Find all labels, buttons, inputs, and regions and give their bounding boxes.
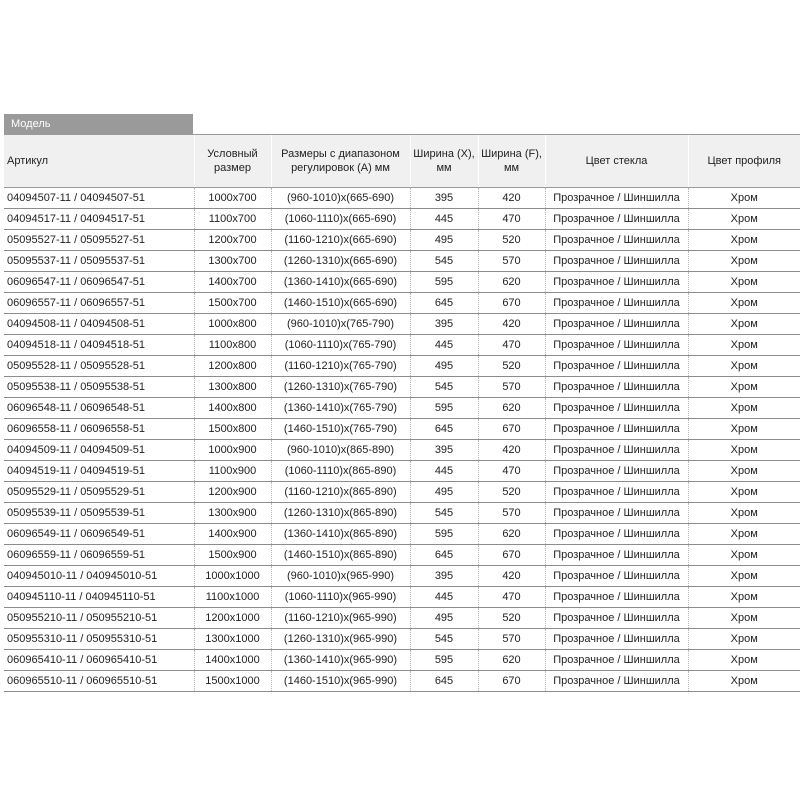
col-header-article: Артикул: [4, 135, 194, 188]
cell-adjustment-range: (1460-1510)x(965-990): [271, 671, 410, 692]
cell-width-f: 420: [478, 314, 545, 335]
cell-width-f: 570: [478, 251, 545, 272]
cell-width-x: 495: [410, 608, 478, 629]
cell-article: 06096548-11 / 06096548-51: [4, 398, 194, 419]
cell-article: 04094517-11 / 04094517-51: [4, 209, 194, 230]
cell-nominal-size: 1200x900: [194, 482, 271, 503]
spec-sheet: [4, 114, 800, 692]
cell-profile-color: Хром: [688, 377, 800, 398]
cell-profile-color: Хром: [688, 608, 800, 629]
cell-width-x: 545: [410, 629, 478, 650]
cell-width-f: 420: [478, 566, 545, 587]
cell-adjustment-range: (1460-1510)x(765-790): [271, 419, 410, 440]
cell-nominal-size: 1100x1000: [194, 587, 271, 608]
cell-profile-color: Хром: [688, 566, 800, 587]
cell-glass-color: Прозрачное / Шиншилла: [545, 671, 688, 692]
cell-profile-color: Хром: [688, 335, 800, 356]
cell-nominal-size: 1300x900: [194, 503, 271, 524]
cell-width-f: 470: [478, 461, 545, 482]
cell-profile-color: Хром: [688, 398, 800, 419]
cell-glass-color: Прозрачное / Шиншилла: [545, 440, 688, 461]
cell-nominal-size: 1200x800: [194, 356, 271, 377]
table-row: [4, 272, 800, 293]
cell-nominal-size: 1500x800: [194, 419, 271, 440]
table-row: [4, 251, 800, 272]
cell-width-x: 645: [410, 293, 478, 314]
table-row: [4, 440, 800, 461]
cell-glass-color: Прозрачное / Шиншилла: [545, 209, 688, 230]
cell-nominal-size: 1100x900: [194, 461, 271, 482]
cell-nominal-size: 1200x1000: [194, 608, 271, 629]
cell-width-f: 520: [478, 608, 545, 629]
cell-width-f: 420: [478, 440, 545, 461]
cell-glass-color: Прозрачное / Шиншилла: [545, 587, 688, 608]
table-row: [4, 188, 800, 209]
cell-width-f: 570: [478, 503, 545, 524]
cell-profile-color: Хром: [688, 671, 800, 692]
cell-adjustment-range: (1060-1110)x(765-790): [271, 335, 410, 356]
cell-profile-color: Хром: [688, 461, 800, 482]
cell-adjustment-range: (1260-1310)x(765-790): [271, 377, 410, 398]
cell-width-x: 395: [410, 440, 478, 461]
cell-adjustment-range: (1160-1210)x(965-990): [271, 608, 410, 629]
col-header-profile-color: Цвет профиля: [688, 135, 800, 188]
cell-width-f: 420: [478, 188, 545, 209]
cell-glass-color: Прозрачное / Шиншилла: [545, 251, 688, 272]
cell-profile-color: Хром: [688, 272, 800, 293]
cell-profile-color: Хром: [688, 650, 800, 671]
cell-width-x: 545: [410, 251, 478, 272]
cell-glass-color: Прозрачное / Шиншилла: [545, 608, 688, 629]
cell-profile-color: Хром: [688, 482, 800, 503]
header-row: [4, 135, 800, 188]
cell-profile-color: Хром: [688, 251, 800, 272]
table-row: [4, 356, 800, 377]
cell-adjustment-range: (1260-1310)x(965-990): [271, 629, 410, 650]
cell-profile-color: Хром: [688, 314, 800, 335]
cell-width-f: 570: [478, 377, 545, 398]
cell-width-x: 445: [410, 587, 478, 608]
cell-width-x: 645: [410, 671, 478, 692]
cell-article: 05095528-11 / 05095528-51: [4, 356, 194, 377]
cell-glass-color: Прозрачное / Шиншилла: [545, 482, 688, 503]
table-row: [4, 503, 800, 524]
cell-glass-color: Прозрачное / Шиншилла: [545, 272, 688, 293]
cell-glass-color: Прозрачное / Шиншилла: [545, 377, 688, 398]
cell-width-x: 445: [410, 335, 478, 356]
table-row: [4, 293, 800, 314]
cell-width-x: 595: [410, 398, 478, 419]
cell-profile-color: Хром: [688, 524, 800, 545]
cell-width-f: 620: [478, 524, 545, 545]
cell-article: 06096558-11 / 06096558-51: [4, 419, 194, 440]
cell-nominal-size: 1400x700: [194, 272, 271, 293]
cell-nominal-size: 1500x1000: [194, 671, 271, 692]
col-header-adjustment-range: Размеры с диапазоном регулировок (А) мм: [271, 135, 410, 188]
cell-profile-color: Хром: [688, 356, 800, 377]
spec-table: [4, 134, 800, 692]
model-group-label: Модель: [4, 114, 193, 134]
table-row: [4, 230, 800, 251]
cell-width-f: 570: [478, 629, 545, 650]
cell-width-f: 670: [478, 545, 545, 566]
cell-profile-color: Хром: [688, 188, 800, 209]
table-row: [4, 461, 800, 482]
table-row: [4, 608, 800, 629]
cell-adjustment-range: (960-1010)x(865-890): [271, 440, 410, 461]
cell-width-f: 520: [478, 482, 545, 503]
cell-glass-color: Прозрачное / Шиншилла: [545, 293, 688, 314]
table-row: [4, 482, 800, 503]
cell-width-x: 495: [410, 482, 478, 503]
table-row: [4, 377, 800, 398]
cell-nominal-size: 1300x800: [194, 377, 271, 398]
cell-article: 060965510-11 / 060965510-51: [4, 671, 194, 692]
table-row: [4, 650, 800, 671]
cell-profile-color: Хром: [688, 629, 800, 650]
cell-profile-color: Хром: [688, 209, 800, 230]
cell-adjustment-range: (1160-1210)x(665-690): [271, 230, 410, 251]
table-body: [4, 188, 800, 692]
table-row: [4, 524, 800, 545]
cell-nominal-size: 1500x700: [194, 293, 271, 314]
cell-glass-color: Прозрачное / Шиншилла: [545, 398, 688, 419]
cell-width-x: 645: [410, 419, 478, 440]
cell-width-x: 645: [410, 545, 478, 566]
cell-glass-color: Прозрачное / Шиншилла: [545, 335, 688, 356]
cell-nominal-size: 1200x700: [194, 230, 271, 251]
table-row: [4, 545, 800, 566]
cell-adjustment-range: (1360-1410)x(965-990): [271, 650, 410, 671]
cell-glass-color: Прозрачное / Шиншилла: [545, 314, 688, 335]
cell-article: 05095529-11 / 05095529-51: [4, 482, 194, 503]
col-header-width-x: Ширина (X), мм: [410, 135, 478, 188]
cell-adjustment-range: (1260-1310)x(665-690): [271, 251, 410, 272]
cell-width-x: 445: [410, 209, 478, 230]
table-row: [4, 671, 800, 692]
cell-nominal-size: 1000x900: [194, 440, 271, 461]
cell-adjustment-range: (1360-1410)x(765-790): [271, 398, 410, 419]
cell-adjustment-range: (1460-1510)x(865-890): [271, 545, 410, 566]
cell-nominal-size: 1100x700: [194, 209, 271, 230]
cell-glass-color: Прозрачное / Шиншилла: [545, 419, 688, 440]
cell-width-f: 620: [478, 650, 545, 671]
cell-article: 05095537-11 / 05095537-51: [4, 251, 194, 272]
cell-article: 04094518-11 / 04094518-51: [4, 335, 194, 356]
cell-glass-color: Прозрачное / Шиншилла: [545, 461, 688, 482]
cell-width-f: 670: [478, 671, 545, 692]
cell-article: 06096549-11 / 06096549-51: [4, 524, 194, 545]
cell-glass-color: Прозрачное / Шиншилла: [545, 188, 688, 209]
cell-adjustment-range: (960-1010)x(665-690): [271, 188, 410, 209]
cell-adjustment-range: (1060-1110)x(965-990): [271, 587, 410, 608]
cell-adjustment-range: (1160-1210)x(765-790): [271, 356, 410, 377]
cell-width-f: 670: [478, 419, 545, 440]
table-row: [4, 587, 800, 608]
cell-width-x: 395: [410, 188, 478, 209]
cell-article: 04094507-11 / 04094507-51: [4, 188, 194, 209]
table-row: [4, 629, 800, 650]
table-row: [4, 419, 800, 440]
cell-profile-color: Хром: [688, 419, 800, 440]
cell-width-f: 470: [478, 335, 545, 356]
cell-width-f: 620: [478, 272, 545, 293]
table-row: [4, 398, 800, 419]
cell-glass-color: Прозрачное / Шиншилла: [545, 629, 688, 650]
col-header-width-f: Ширина (F), мм: [478, 135, 545, 188]
cell-article: 04094509-11 / 04094509-51: [4, 440, 194, 461]
cell-article: 04094508-11 / 04094508-51: [4, 314, 194, 335]
cell-article: 050955210-11 / 050955210-51: [4, 608, 194, 629]
cell-width-x: 595: [410, 272, 478, 293]
cell-article: 060965410-11 / 060965410-51: [4, 650, 194, 671]
cell-width-x: 445: [410, 461, 478, 482]
cell-nominal-size: 1000x1000: [194, 566, 271, 587]
cell-nominal-size: 1000x700: [194, 188, 271, 209]
cell-article: 06096557-11 / 06096557-51: [4, 293, 194, 314]
cell-profile-color: Хром: [688, 230, 800, 251]
cell-glass-color: Прозрачное / Шиншилла: [545, 503, 688, 524]
cell-article: 040945010-11 / 040945010-51: [4, 566, 194, 587]
table-row: [4, 209, 800, 230]
cell-width-x: 595: [410, 524, 478, 545]
cell-adjustment-range: (1360-1410)x(865-890): [271, 524, 410, 545]
cell-article: 06096547-11 / 06096547-51: [4, 272, 194, 293]
cell-adjustment-range: (1260-1310)x(865-890): [271, 503, 410, 524]
cell-width-f: 470: [478, 587, 545, 608]
cell-glass-color: Прозрачное / Шиншилла: [545, 545, 688, 566]
cell-article: 04094519-11 / 04094519-51: [4, 461, 194, 482]
cell-adjustment-range: (1060-1110)x(665-690): [271, 209, 410, 230]
cell-nominal-size: 1000x800: [194, 314, 271, 335]
cell-adjustment-range: (1360-1410)x(665-690): [271, 272, 410, 293]
cell-article: 06096559-11 / 06096559-51: [4, 545, 194, 566]
table-row: [4, 314, 800, 335]
cell-glass-color: Прозрачное / Шиншилла: [545, 230, 688, 251]
cell-width-x: 595: [410, 650, 478, 671]
cell-profile-color: Хром: [688, 503, 800, 524]
table-row: [4, 566, 800, 587]
cell-width-f: 670: [478, 293, 545, 314]
cell-profile-color: Хром: [688, 545, 800, 566]
cell-article: 05095527-11 / 05095527-51: [4, 230, 194, 251]
cell-adjustment-range: (960-1010)x(765-790): [271, 314, 410, 335]
cell-width-f: 520: [478, 356, 545, 377]
table-row: [4, 335, 800, 356]
cell-width-x: 495: [410, 230, 478, 251]
cell-profile-color: Хром: [688, 587, 800, 608]
cell-adjustment-range: (1060-1110)x(865-890): [271, 461, 410, 482]
cell-nominal-size: 1400x1000: [194, 650, 271, 671]
col-header-nominal-size: Условный размер: [194, 135, 271, 188]
cell-article: 05095538-11 / 05095538-51: [4, 377, 194, 398]
cell-nominal-size: 1500x900: [194, 545, 271, 566]
cell-article: 050955310-11 / 050955310-51: [4, 629, 194, 650]
cell-article: 040945110-11 / 040945110-51: [4, 587, 194, 608]
cell-width-f: 520: [478, 230, 545, 251]
cell-glass-color: Прозрачное / Шиншилла: [545, 650, 688, 671]
cell-width-x: 395: [410, 566, 478, 587]
cell-width-f: 620: [478, 398, 545, 419]
cell-adjustment-range: (960-1010)x(965-990): [271, 566, 410, 587]
cell-width-x: 495: [410, 356, 478, 377]
cell-adjustment-range: (1460-1510)x(665-690): [271, 293, 410, 314]
cell-glass-color: Прозрачное / Шиншилла: [545, 566, 688, 587]
cell-width-f: 470: [478, 209, 545, 230]
cell-nominal-size: 1400x800: [194, 398, 271, 419]
cell-width-x: 395: [410, 314, 478, 335]
cell-width-x: 545: [410, 503, 478, 524]
cell-glass-color: Прозрачное / Шиншилла: [545, 524, 688, 545]
cell-profile-color: Хром: [688, 440, 800, 461]
cell-nominal-size: 1300x1000: [194, 629, 271, 650]
cell-article: 05095539-11 / 05095539-51: [4, 503, 194, 524]
cell-width-x: 545: [410, 377, 478, 398]
cell-adjustment-range: (1160-1210)x(865-890): [271, 482, 410, 503]
cell-glass-color: Прозрачное / Шиншилла: [545, 356, 688, 377]
cell-nominal-size: 1400x900: [194, 524, 271, 545]
cell-nominal-size: 1100x800: [194, 335, 271, 356]
cell-nominal-size: 1300x700: [194, 251, 271, 272]
col-header-glass-color: Цвет стекла: [545, 135, 688, 188]
cell-profile-color: Хром: [688, 293, 800, 314]
